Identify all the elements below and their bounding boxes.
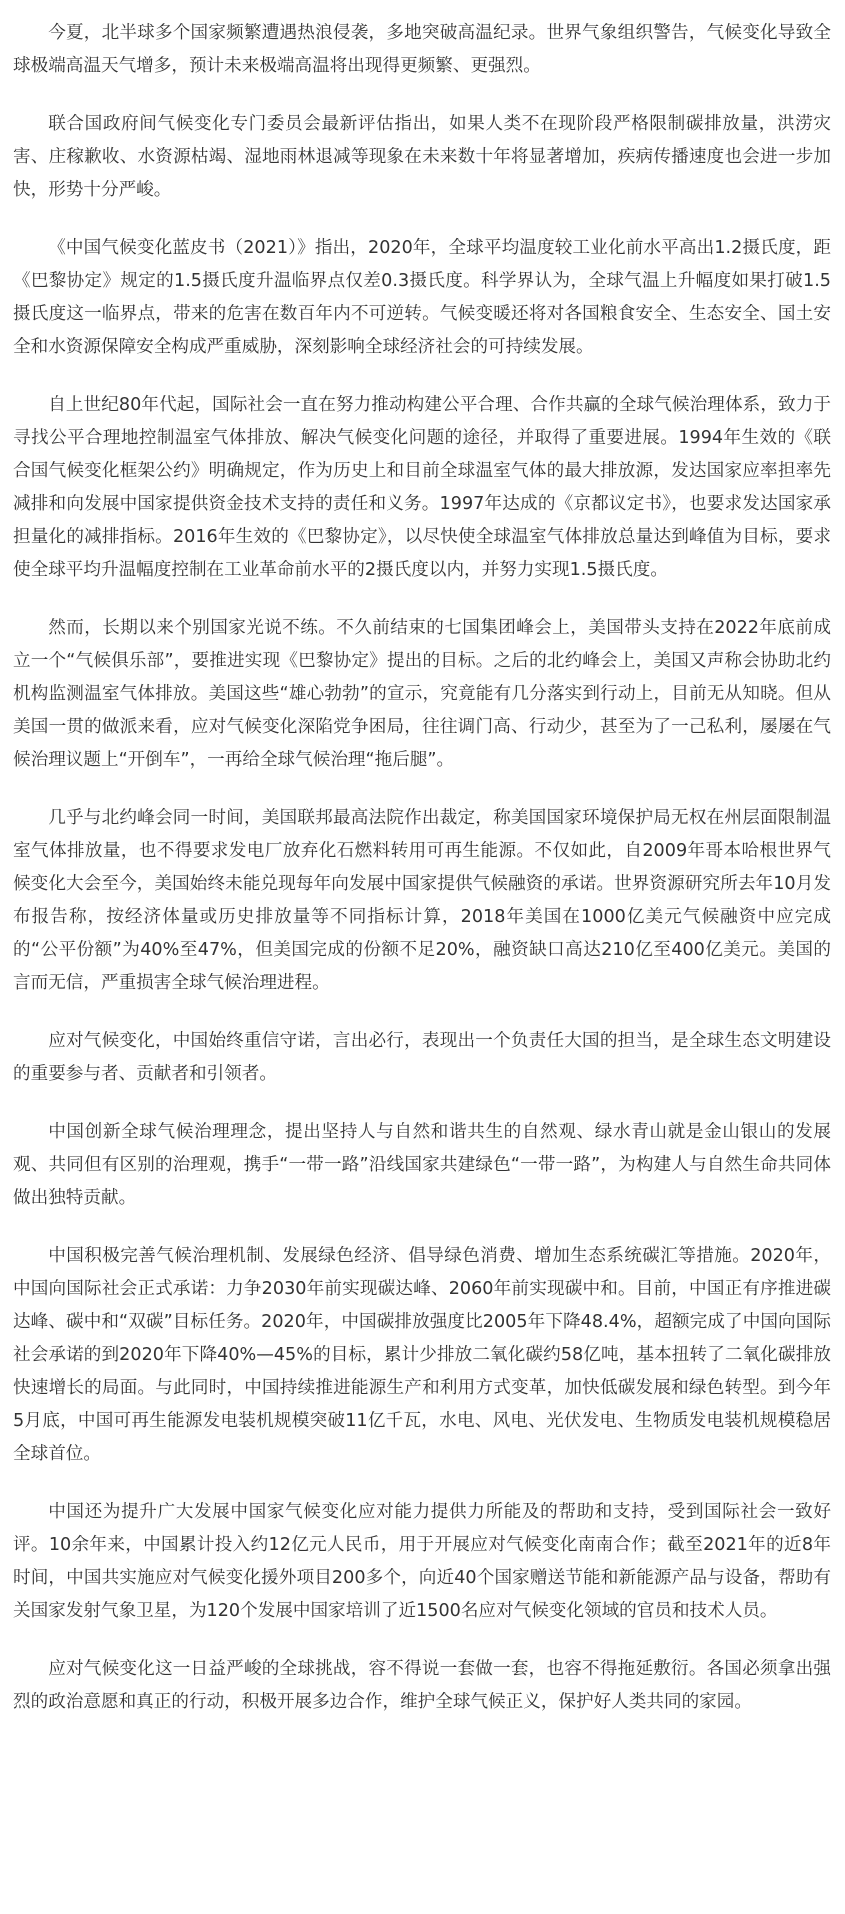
article-paragraph: 中国还为提升广大发展中国家气候变化应对能力提供力所能及的帮助和支持，受到国际社会一致好评。10余年来，中国累计投入约12亿元人民币，用于开展应对气候变化南南合作；截至2021年的近8年时间，中国共实施应对气候变化援外项目200多个，向近40个国家赠送节能和新能源产品与设备，帮助有关国家发射气象卫星，为120个发展中国家培训了近1500名应对气候变化领域的官员和技术人员。 bbox=[13, 1502, 831, 1621]
article-paragraph: 自上世纪80年代起，国际社会一直在努力推动构建公平合理、合作共赢的全球气候治理体系，致力于寻找公平合理地控制温室气体排放、解决气候变化问题的途径，并取得了重要进展。1994年生效的《联合国气候变化框架公约》明确规定，作为历史上和目前全球温室气体的最大排放源，发达国家应率担率先减排和向发展中国家提供资金技术支持的责任和义务。1997年达成的《京都议定书》，也要求发达国家承担量化的减排指标。2016年生效的《巴黎协定》，以尽快使全球温室气体排放总量达到峰值为目标，要求使全球平均升温幅度控制在工业革命前水平的2摄氏度以内，并努力实现1.5摄氏度。 bbox=[13, 395, 831, 580]
article-paragraph: 应对气候变化，中国始终重信守诺，言出必行，表现出一个负责任大国的担当，是全球生态文明建设的重要参与者、贡献者和引领者。 bbox=[13, 1031, 831, 1084]
article-paragraph: 联合国政府间气候变化专门委员会最新评估指出，如果人类不在现阶段严格限制碳排放量，洪涝灾害、庄稼歉收、水资源枯竭、湿地雨林退减等现象在未来数十年将显著增加，疾病传播速度也会进一步加快，形势十分严峻。 bbox=[13, 114, 831, 200]
article-paragraph: 应对气候变化这一日益严峻的全球挑战，容不得说一套做一套，也容不得拖延敷衍。各国必须拿出强烈的政治意愿和真正的行动，积极开展多边合作，维护全球气候正义，保护好人类共同的家园。 bbox=[13, 1659, 831, 1712]
article-paragraph: 几乎与北约峰会同一时间，美国联邦最高法院作出裁定，称美国国家环境保护局无权在州层面限制温室气体排放量，也不得要求发电厂放弃化石燃料转用可再生能源。不仅如此，自2009年哥本哈根世界气候变化大会至今，美国始终未能兑现每年向发展中国家提供气候融资的承诺。世界资源研究所去年10月发布报告称，按经济体量或历史排放量等不同指标计算，2018年美国在1000亿美元气候融资中应完成的“公平份额”为40%至47%，但美国完成的份额不足20%，融资缺口高达210亿至400亿美元。美国的言而无信，严重损害全球气候治理进程。 bbox=[13, 808, 831, 993]
article-paragraph: 今夏，北半球多个国家频繁遭遇热浪侵袭，多地突破高温纪录。世界气象组织警告，气候变化导致全球极端高温天气增多，预计未来极端高温将出现得更频繁、更强烈。 bbox=[13, 23, 831, 76]
article-paragraph: 《中国气候变化蓝皮书（2021）》指出，2020年，全球平均温度较工业化前水平高出1.2摄氏度，距《巴黎协定》规定的1.5摄氏度升温临界点仅差0.3摄氏度。科学界认为，全球气温上升幅度如果打破1.5摄氏度这一临界点，带来的危害在数百年内不可逆转。气候变暖还将对各国粮食安全、生态安全、国土安全和水资源保障安全构成严重威胁，深刻影响全球经济社会的可持续发展。 bbox=[13, 238, 831, 357]
article-paragraph: 中国积极完善气候治理机制、发展绿色经济、倡导绿色消费、增加生态系统碳汇等措施。2020年，中国向国际社会正式承诺：力争2030年前实现碳达峰、2060年前实现碳中和。目前，中国正有序推进碳达峰、碳中和“双碳”目标任务。2020年，中国碳排放强度比2005年下降48.4%，超额完成了中国向国际社会承诺的到2020年下降40%—45%的目标，累计少排放二氧化碳约58亿吨，基本扭转了二氧化碳排放快速增长的局面。与此同时，中国持续推进能源生产和利用方式变革，加快低碳发展和绿色转型。到今年5月底，中国可再生能源发电装机规模突破11亿千瓦，水电、风电、光伏发电、生物质发电装机规模稳居全球首位。 bbox=[13, 1246, 831, 1464]
article-paragraph: 中国创新全球气候治理理念，提出坚持人与自然和谐共生的自然观、绿水青山就是金山银山的发展观、共同但有区别的治理观，携手“一带一路”沿线国家共建绿色“一带一路”，为构建人与自然生命共同体做出独特贡献。 bbox=[13, 1122, 831, 1208]
article-paragraph: 然而，长期以来个别国家光说不练。不久前结束的七国集团峰会上，美国带头支持在2022年底前成立一个“气候俱乐部”，要推进实现《巴黎协定》提出的目标。之后的北约峰会上，美国又声称会协助北约机构监测温室气体排放。美国这些“雄心勃勃”的宣示，究竟能有几分落实到行动上，目前无从知晓。但从美国一贯的做派来看，应对气候变化深陷党争困局，往往调门高、行动少，甚至为了一己私利，屡屡在气候治理议题上“开倒车”，一再给全球气候治理“拖后腿”。 bbox=[13, 618, 831, 770]
